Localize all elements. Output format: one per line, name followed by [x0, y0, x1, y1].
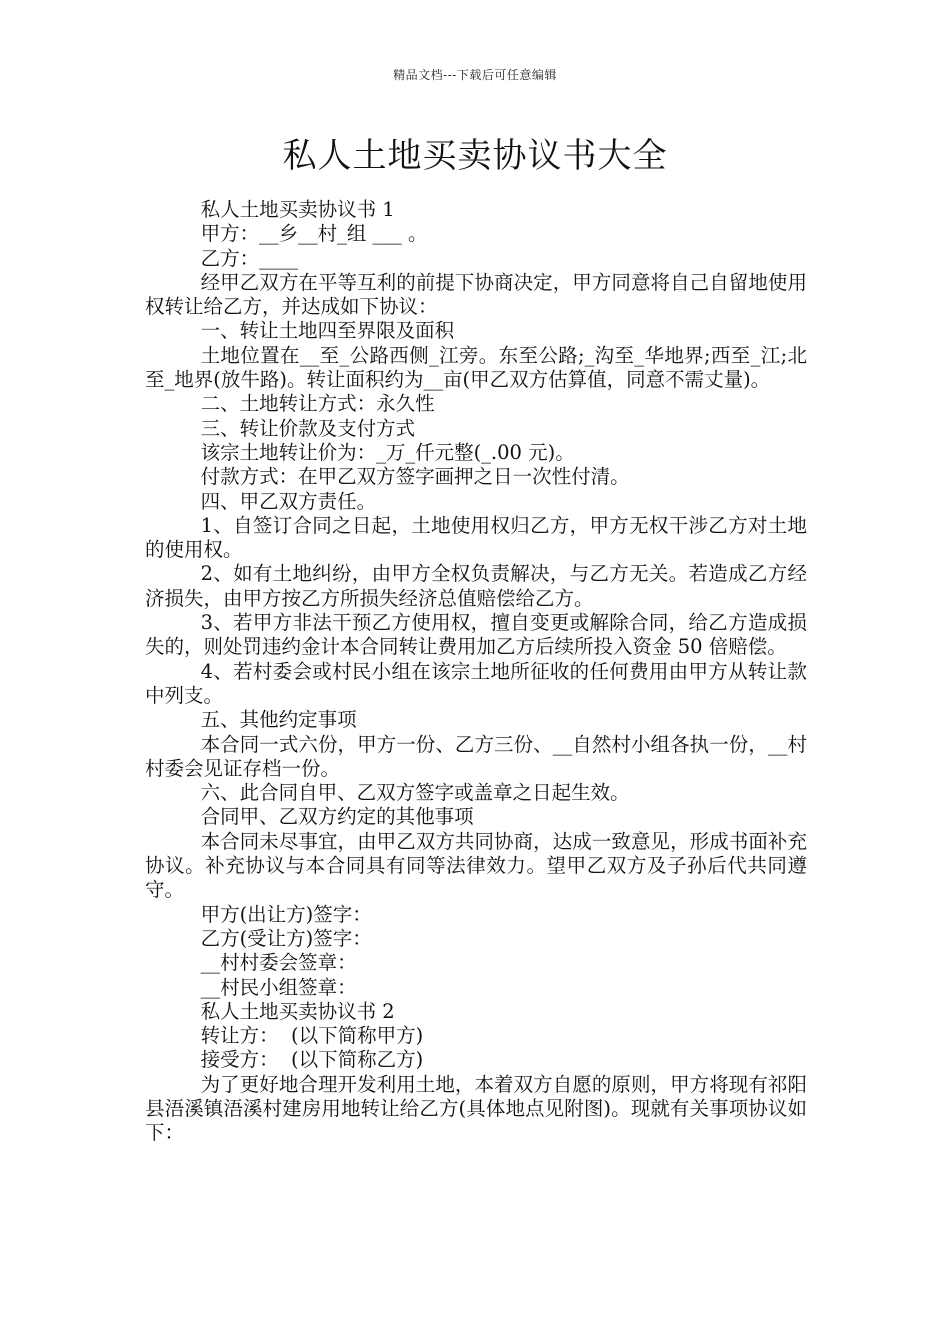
paragraph-land-location: 土地位置在__至_公路西侧_江旁。东至公路;_沟至_华地界;西至_江;北至_地界(放牛路)。转让面积约为__亩(甲乙双方估算值，同意不需丈量)。 — [145, 343, 807, 392]
paragraph-transferor: 转让方： (以下简称甲方) — [200, 1024, 424, 1048]
paragraph-copies: 本合同一式六份，甲方一份、乙方三份、__自然村小组各执一份，__村村委会见证存档一份。 — [145, 732, 807, 780]
paragraph-party-a: 甲方：__乡__村_组 ___ 。 — [200, 222, 428, 246]
paragraph-section-2: 二、土地转让方式：永久性 — [200, 392, 435, 416]
document-title: 私人土地买卖协议书大全 — [282, 136, 668, 176]
paragraph-agreement-2-heading: 私人土地买卖协议书 2 — [200, 999, 395, 1023]
page-header: 精品文档---下载后可任意编辑 — [393, 68, 557, 82]
paragraph-preamble: 经甲乙双方在平等互利的前提下协商决定，甲方同意将自己自留地使用权转让给乙方，并达成如下协议： — [145, 270, 807, 319]
paragraph-signature-party-b: 乙方(受让方)签字： — [200, 926, 372, 950]
paragraph-seal-village-committee: __村村委会签章： — [200, 951, 357, 975]
paragraph-price: 该宗土地转让价为：_万_仟元整(_.00 元)。 — [200, 440, 575, 464]
paragraph-agreement-1-heading: 私人土地买卖协议书 1 — [200, 198, 395, 221]
paragraph-transferee: 接受方： (以下简称乙方) — [200, 1048, 424, 1072]
paragraph-clause-4: 4、若村委会或村民小组在该宗土地所征收的任何费用由甲方从转让款中列支。 — [145, 659, 807, 707]
paragraph-seal-villager-group: __村民小组签章： — [200, 975, 357, 999]
paragraph-other-matters-heading: 合同甲、乙双方约定的其他事项 — [200, 805, 474, 829]
paragraph-section-5-heading: 五、其他约定事项 — [200, 708, 357, 732]
paragraph-section-3-heading: 三、转让价款及支付方式 — [200, 416, 416, 440]
paragraph-section-6: 六、此合同自甲、乙双方签字或盖章之日起生效。 — [200, 781, 630, 805]
paragraph-clause-1: 1、自签订合同之日起，土地使用权归乙方，甲方无权干涉乙方对土地的使用权。 — [145, 513, 807, 562]
paragraph-section-1-heading: 一、转让土地四至界限及面积 — [200, 319, 455, 343]
paragraph-signature-party-a: 甲方(出让方)签字： — [200, 902, 372, 926]
paragraph-clause-2: 2、如有土地纠纷，由甲方全权负责解决，与乙方无关。若造成乙方经济损失，由甲方按乙方所损失经济总值赔偿给乙方。 — [145, 562, 807, 610]
paragraph-section-4-heading: 四、甲乙双方责任。 — [200, 489, 377, 513]
paragraph-clause-3: 3、若甲方非法干预乙方使用权，擅自变更或解除合同，给乙方造成损失的，则处罚违约金计本合同转让费用加乙方后续所投入资金 50 倍赔偿。 — [145, 611, 807, 659]
paragraph-agreement-2-preamble: 为了更好地合理开发利用土地，本着双方自愿的原则，甲方将现有祁阳县浯溪镇浯溪村建房用地转让给乙方(具体地点见附图)。现就有关事项协议如下： — [145, 1072, 807, 1145]
paragraph-supplement: 本合同未尽事宜，由甲乙双方共同协商，达成一致意见，形成书面补充协议。补充协议与本合同具有同等法律效力。望甲乙双方及子孙后代共同遵守。 — [145, 829, 807, 902]
document-body — [145, 198, 807, 1146]
paragraph-payment: 付款方式：在甲乙双方签字画押之日一次性付清。 — [200, 465, 630, 489]
paragraph-party-b: 乙方：____ — [200, 246, 299, 270]
